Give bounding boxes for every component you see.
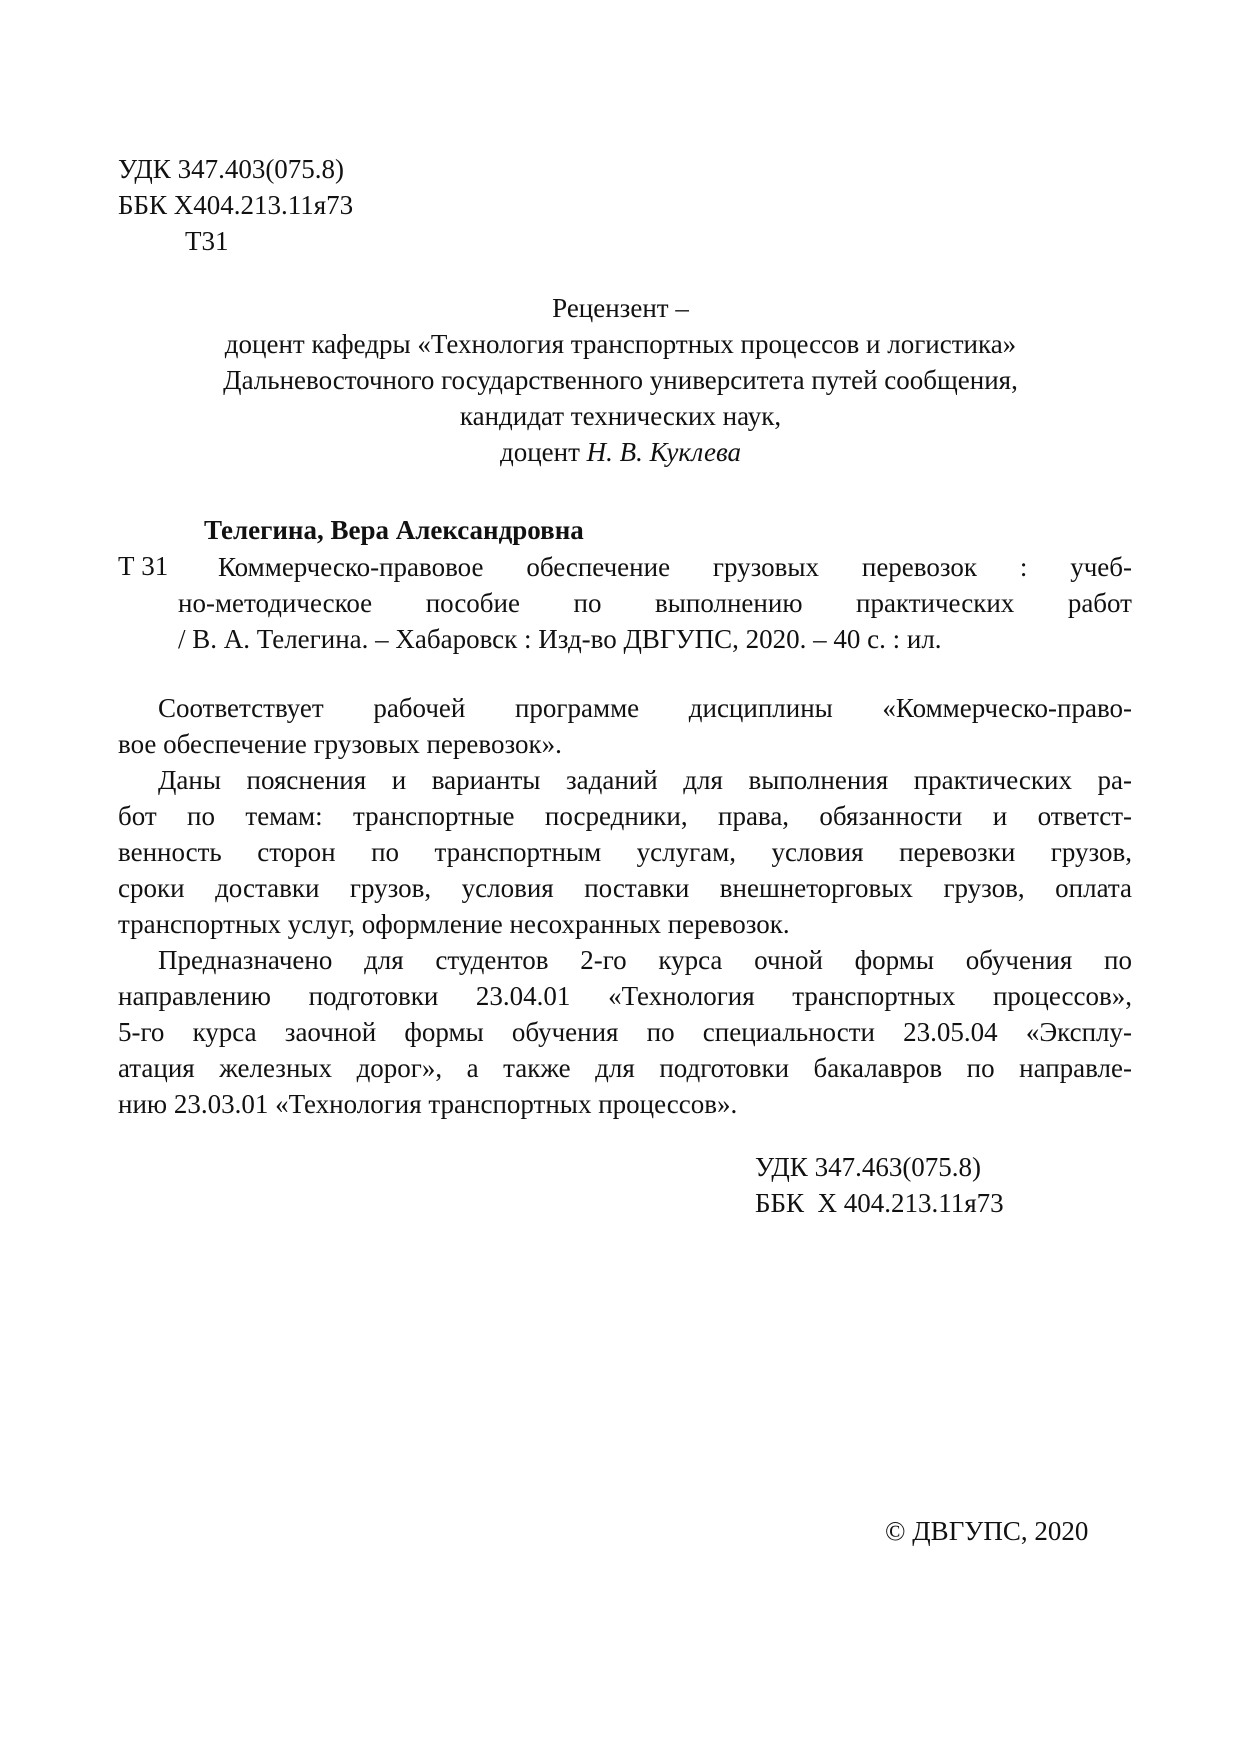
annotation-line: направлению подготовки 23.04.01 «Технология транспортных процессов», [118, 981, 1132, 1011]
annotation-line: Предназначено для студентов 2-го курса очной формы обучения по [158, 945, 1132, 975]
reviewer-heading: Рецензент – [552, 293, 689, 323]
reviewer-university: Дальневосточного государственного университета путей сообщения, [223, 365, 1018, 395]
annotation [118, 690, 1132, 1122]
annotation-line: бот по темам: транспортные посредники, права, обязанности и ответст- [118, 801, 1132, 831]
catalog-mark: Т 31 [118, 551, 169, 581]
reviewer-block [0, 290, 1241, 470]
bbk-code-top: ББК Х404.213.11я73 [118, 190, 354, 220]
reviewer-position: доцент кафедры «Технология транспортных процессов и логистика» [224, 329, 1017, 359]
bibliographic-description [178, 549, 1132, 657]
book-author-name: Телегина, Вера Александровна [204, 515, 584, 545]
reviewer-title: доцент [499, 437, 587, 467]
annotation-line: нию 23.03.01 «Технология транспортных процессов». [118, 1089, 738, 1119]
annotation-line: 5-го курса заочной формы обучения по специальности 23.05.04 «Эксплу- [118, 1017, 1132, 1047]
copyright-notice: © ДВГУПС, 2020 [885, 1516, 1089, 1546]
udk-code-top: УДК 347.403(075.8) [118, 154, 345, 184]
udk-code-bottom: УДК 347.463(075.8) [755, 1152, 982, 1182]
bib-line: / В. А. Телегина. – Хабаровск : Изд-во ДВГУПС, 2020. – 40 с. : ил. [178, 624, 942, 654]
reviewer-degree: кандидат технических наук, [459, 401, 782, 431]
bib-line: но-методическое пособие по выполнению практических работ [178, 588, 1132, 618]
annotation-line: сроки доставки грузов, условия поставки внешнеторговых грузов, оплата [118, 873, 1132, 903]
bbk-code-bottom: ББК Х 404.213.11я73 [755, 1188, 1004, 1218]
annotation-line: Даны пояснения и варианты заданий для выполнения практических ра- [158, 765, 1132, 795]
annotation-line: Соответствует рабочей программе дисциплины «Коммерческо-право- [158, 693, 1132, 723]
reviewer-name: Н. В. Куклева [586, 437, 742, 467]
annotation-line: транспортных услуг, оформление несохранных перевозок. [118, 909, 790, 939]
author-mark-top: Т31 [185, 226, 229, 256]
annotation-line: атация железных дорог», а также для подготовки бакалавров по направле- [118, 1053, 1132, 1083]
reviewer-name-line [0, 434, 1241, 470]
annotation-line: венность сторон по транспортным услугам, условия перевозки грузов, [118, 837, 1132, 867]
bib-line: Коммерческо-правовое обеспечение грузовых перевозок : учеб- [218, 552, 1132, 582]
annotation-line: вое обеспечение грузовых перевозок». [118, 729, 562, 759]
